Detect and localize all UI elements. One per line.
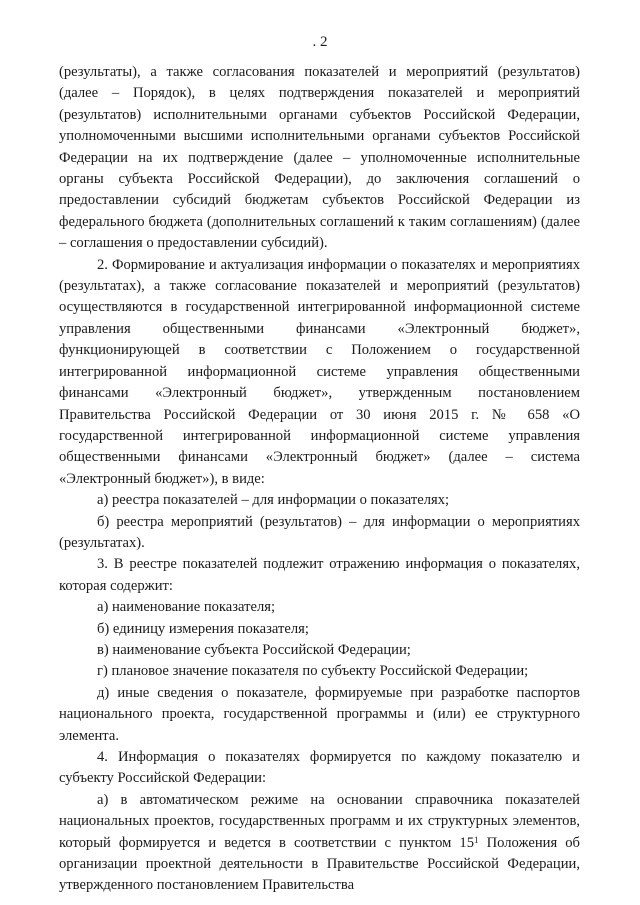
footnote-superscript: 1 (474, 834, 479, 845)
paragraph-2: 2. Формирование и актуализация информации о показателях и мероприятиях (результатах), а также согласование показателей и мероприятий (результатов) осуществляются в государственной интегрированной информационной системе управления общественными финансами «Электронный бюджет», функционирующей в соответствии с Положением о государственной интегрированной информационной системе управления общественными финансами «Электронный бюджет», утвержденным постановлением Правительства Российской Федерации от 30 июня 2015 г. № 658 «О государственной интегрированной информационной системе управления общественными финансами «Электронный бюджет» (далее – система «Электронный бюджет»), в виде: (59, 256, 580, 487)
document-body (59, 62, 580, 897)
list-item-3e: д) иные сведения о показателе, формируемые при разработке паспортов национального проекта, государственной программы и (или) ее структурного элемента. (59, 684, 580, 744)
page-number: . 2 (312, 34, 328, 50)
list-item-3d: г) плановое значение показателя по субъекту Российской Федерации; (97, 663, 529, 680)
list-item-4a-text: а) в автоматическом режиме на основании справочника показателей национальных проектов, государственных программ и их структурных элементов, который формируется и ведется в соответствии с пунктом 15 (59, 791, 580, 851)
paragraph-3: 3. В реестре показателей подлежит отражению информация о показателях, которая содержит: (59, 556, 580, 594)
paragraph-4: 4. Информация о показателях формируется по каждому показателю и субъекту Российской Федерации: (59, 749, 580, 787)
list-item-2a: а) реестра показателей – для информации о показателях; (97, 492, 450, 509)
list-item-2b: б) реестра мероприятий (результатов) – для информации о мероприятиях (результатах). (59, 513, 580, 551)
list-item-3a: а) наименование показателя; (97, 599, 276, 616)
list-item-4a-text-cont: Положения об организации проектной деятельности в Правительстве Российской Федерации, утвержденного постановлением Правительства (59, 834, 580, 894)
list-item-3b: б) единицу измерения показателя; (97, 620, 309, 637)
list-item-4a (59, 790, 580, 897)
list-item-3c: в) наименование субъекта Российской Федерации; (97, 641, 411, 658)
paragraph-continuation: (результаты), а также согласования показателей и мероприятий (результатов) (далее – Порядок), в целях подтверждения показателей и мероприятий (результатов) исполнительными органами субъектов Российской Федерации, уполномоченными высшими исполнительными органами субъектов Российской Федерации на их подтверждение (далее – уполномоченные исполнительные органы субъекта Российской Федерации), до заключения соглашений о предоставлении субсидий бюджетам субъектов Российской Федерации из федерального бюджета (дополнительных соглашений к таким соглашениям) (далее – соглашения о предоставлении субсидий). (59, 64, 580, 252)
